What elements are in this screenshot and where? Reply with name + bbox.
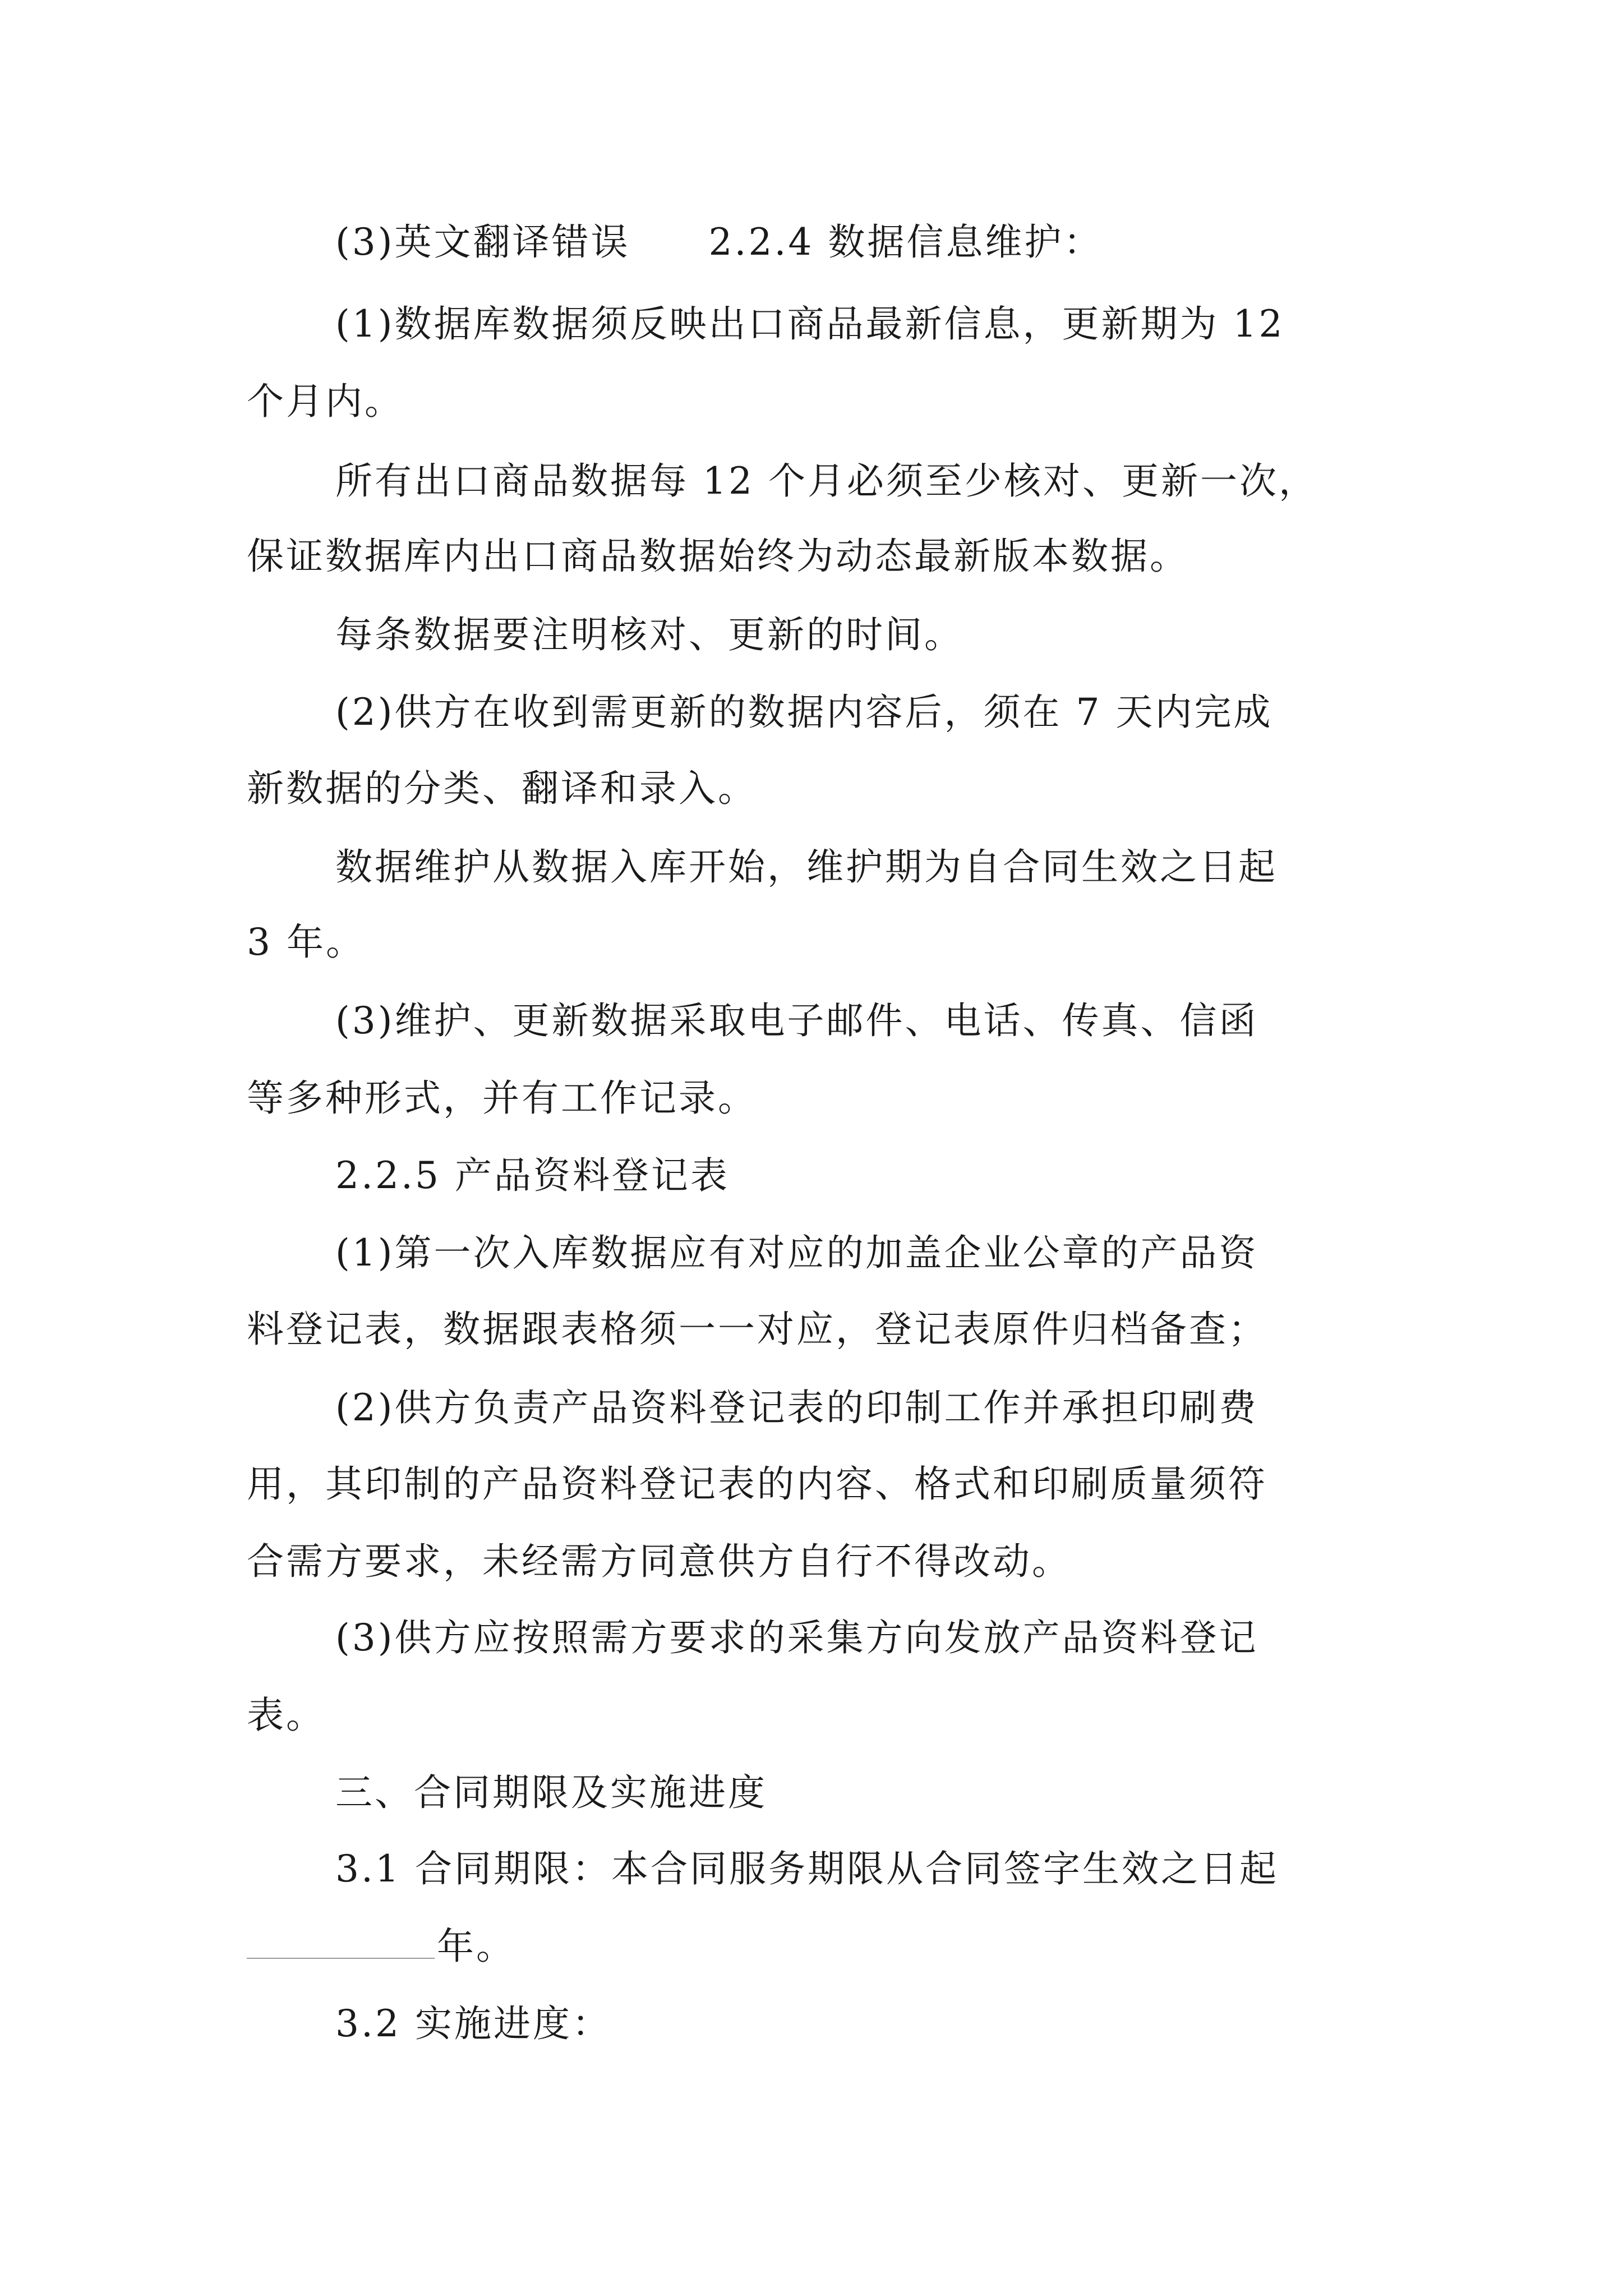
text-line: 个月内。 <box>247 380 404 423</box>
text-line-with-blank <box>247 1924 515 1969</box>
text-line: 合需方要求，未经需方同意供方自行不得改动。 <box>247 1540 1071 1583</box>
text-line: 用，其印制的产品资料登记表的内容、格式和印刷质量须符 <box>247 1462 1267 1506</box>
text-line: 数据维护从数据入库开始，维护期为自合同生效之日起 <box>335 845 1278 889</box>
text-line: (3)英文翻译错误 2.2.4 数据信息维护： <box>335 220 1103 264</box>
section-heading: 2.2.5 产品资料登记表 <box>335 1154 730 1197</box>
section-heading: 3.2 实施进度： <box>335 2002 611 2045</box>
text-line-tail: 年。 <box>437 1925 515 1968</box>
text-line: (2)供方负责产品资料登记表的印制工作并承担印刷费 <box>335 1386 1258 1429</box>
text-line: 3.1 合同期限：本合同服务期限从合同签字生效之日起 <box>335 1847 1279 1890</box>
text-line: 料登记表，数据跟表格须一一对应，登记表原件归档备查； <box>247 1308 1267 1351</box>
text-line: 每条数据要注明核对、更新的时间。 <box>335 613 963 656</box>
text-line: (2)供方在收到需更新的数据内容后，须在 7 天内完成 <box>335 691 1273 734</box>
text-line: 等多种形式，并有工作记录。 <box>247 1076 757 1120</box>
text-line: (1)数据库数据须反映出口商品最新信息，更新期为 12 <box>335 302 1285 346</box>
text-line: 3 年。 <box>247 921 365 964</box>
text-line: (3)供方应按照需方要求的采集方向发放产品资料登记 <box>335 1616 1258 1659</box>
text-line: 表。 <box>247 1694 325 1737</box>
text-line: (1)第一次入库数据应有对应的加盖企业公章的产品资 <box>335 1231 1258 1274</box>
fill-in-blank <box>247 1924 435 1959</box>
section-heading: 三、合同期限及实施进度 <box>335 1771 767 1814</box>
text-line: 保证数据库内出口商品数据始终为动态最新版本数据。 <box>247 535 1189 578</box>
text-line: 所有出口商品数据每 12 个月必须至少核对、更新一次， <box>335 459 1318 503</box>
text-line: 新数据的分类、翻译和录入。 <box>247 767 757 810</box>
text-line: (3)维护、更新数据采取电子邮件、电话、传真、信函 <box>335 999 1258 1042</box>
